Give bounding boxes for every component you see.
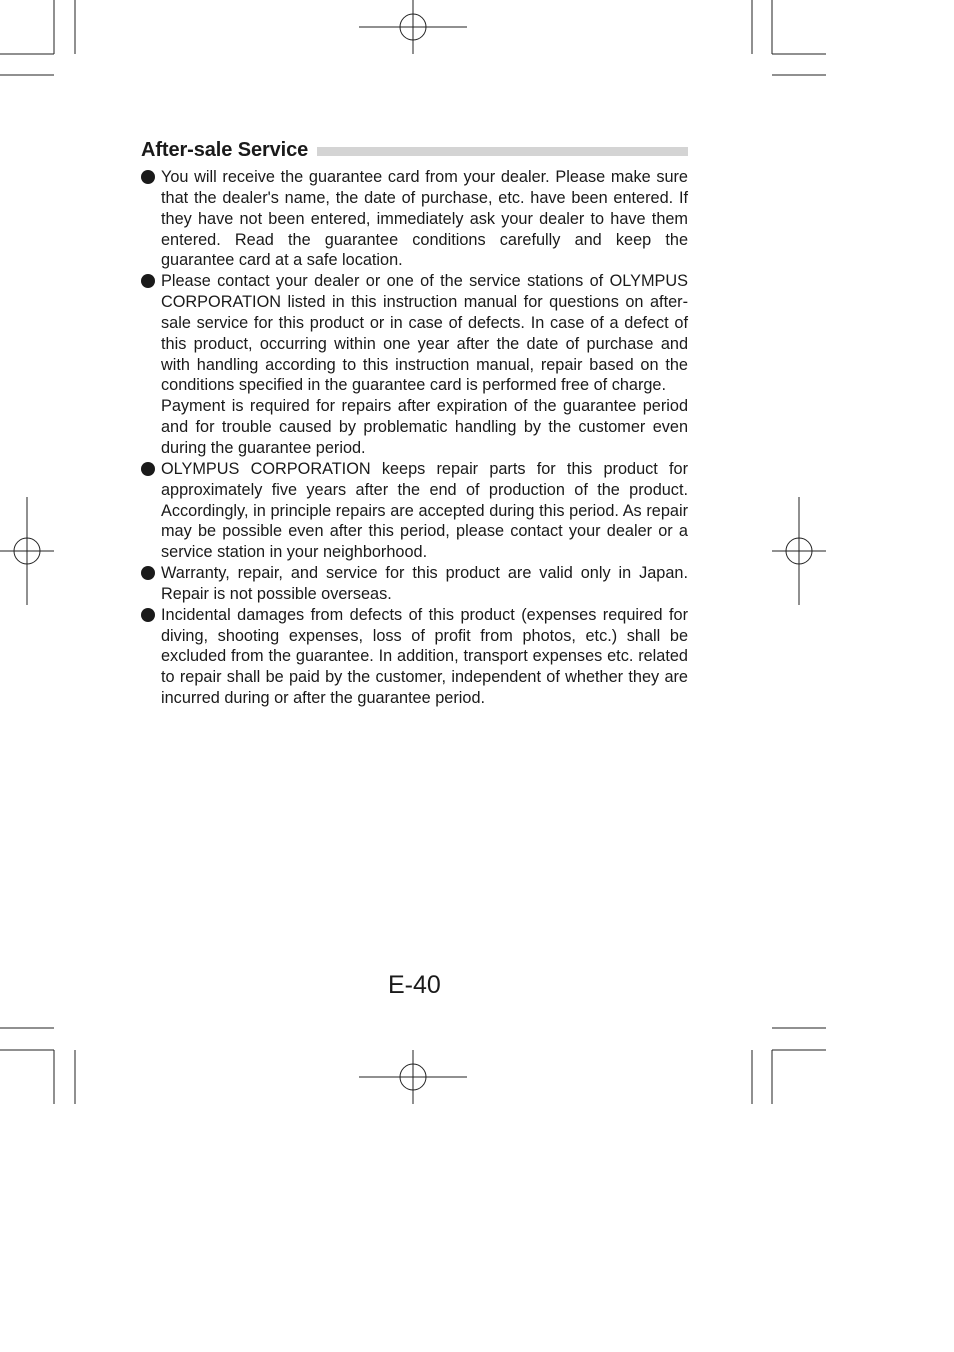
section-title: After-sale Service bbox=[141, 138, 309, 161]
registration-target-bottom bbox=[359, 1050, 467, 1104]
bullet-paragraph: OLYMPUS CORPORATION keeps repair parts for this product for approximately five years after the end of production of the product. Accordingly, in principle repairs are accepted during this period. As repair may be possible even after this period, please contact your dealer or a service station in your neighborhood. bbox=[161, 459, 688, 562]
bullet-item-repair-parts bbox=[141, 459, 688, 563]
bullet-paragraph: You will receive the guarantee card from your dealer. Please make sure that the dealer's name, the date of purchase, etc. have been entered. If they have not been entered, immediately ask your dealer to have them entered. Read the guarantee conditions carefully and keep the guarantee card at a safe location. bbox=[161, 168, 688, 270]
bullet-item-warranty-region bbox=[141, 563, 688, 605]
registration-target-left bbox=[0, 497, 54, 605]
registration-target-right bbox=[772, 497, 826, 605]
section-title-rule bbox=[317, 147, 688, 156]
bullet-icon bbox=[141, 274, 155, 288]
bullet-list bbox=[141, 167, 688, 709]
bullet-item-incidental-damages bbox=[141, 605, 688, 709]
bullet-paragraph: Payment is required for repairs after expiration of the guarantee period and for trouble caused by problematic handling by the customer even during the guarantee period. bbox=[161, 397, 688, 457]
registration-target-top bbox=[359, 0, 467, 54]
bullet-item-service-contact bbox=[141, 271, 688, 459]
bullet-icon bbox=[141, 462, 155, 476]
bullet-paragraph: Incidental damages from defects of this product (expenses required for diving, shooting expenses, loss of profit from photos, etc.) shall be excluded from the guarantee. In addition, transport expenses etc. related to repair shall be paid by the customer, independent of whether they are incurred during or after the guarantee period. bbox=[161, 605, 688, 708]
bullet-item-guarantee-card bbox=[141, 167, 688, 271]
section-header bbox=[141, 136, 688, 164]
bullet-icon bbox=[141, 608, 155, 622]
bullet-icon bbox=[141, 566, 155, 580]
bullet-paragraph: Please contact your dealer or one of the service stations of OLYMPUS CORPORATION listed in this instruction manual for questions on after-sale service for this product or in case of defects. In case of a defect of this product, occurring within one year after the date of purchase and with handling according to this instruction manual, repair based on the conditions specified in the guarantee card is performed free of charge. bbox=[161, 272, 688, 395]
page-number: E-40 bbox=[388, 971, 441, 999]
bullet-icon bbox=[141, 170, 155, 184]
bullet-paragraph: Warranty, repair, and service for this product are valid only in Japan. Repair is not possible overseas. bbox=[161, 564, 688, 603]
